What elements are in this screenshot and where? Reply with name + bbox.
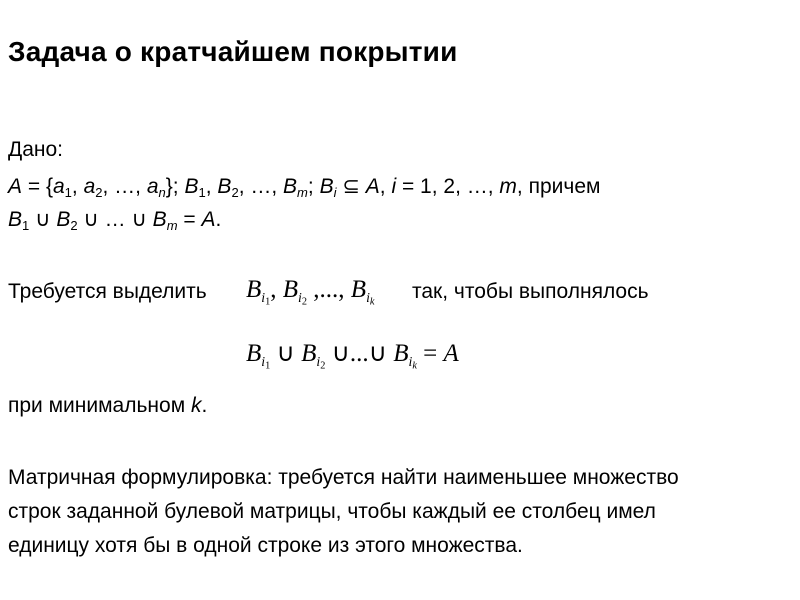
subscript: i	[366, 289, 370, 305]
subscript: m	[297, 184, 308, 200]
requirement-prefix: Требуется выделить	[8, 280, 207, 303]
var-a: a	[83, 175, 96, 198]
text-fragment: =	[177, 208, 202, 231]
requirement-suffix: так, чтобы выполнялось	[412, 280, 649, 303]
text-fragment: };	[165, 175, 185, 198]
var-b: B	[56, 208, 71, 231]
text-fragment: = {	[22, 175, 53, 198]
subscript: m	[166, 217, 178, 233]
subset-symbol: ⊆	[336, 175, 366, 198]
text-fragment: , …,	[102, 175, 147, 198]
subscript: 2	[95, 184, 103, 200]
var-b: B	[217, 175, 232, 198]
minimal-line	[8, 394, 207, 418]
var-k: k	[190, 394, 202, 417]
text-fragment: ,	[71, 175, 84, 198]
subscript: 2	[301, 296, 308, 308]
text-fragment: при минимальном	[8, 394, 191, 417]
text-fragment: ,	[270, 276, 283, 303]
set-a: A	[443, 340, 459, 367]
var-b: B	[301, 340, 317, 367]
set-a: A	[8, 175, 23, 198]
subscript: 1	[64, 184, 72, 200]
subscript: i	[261, 353, 266, 369]
var-a: a	[146, 175, 159, 198]
subscript: 1	[265, 296, 271, 308]
var-b: B	[8, 208, 23, 231]
text-fragment: , …,	[238, 175, 284, 198]
var-b: B	[319, 175, 334, 198]
var-b: B	[246, 276, 262, 303]
union-symbol: ∪	[29, 208, 57, 231]
subscript: 1	[265, 360, 271, 372]
union-symbol: ∪ … ∪	[77, 208, 153, 231]
text-fragment: ,	[379, 175, 392, 198]
given-label: Дано:	[8, 138, 64, 161]
subscript: i	[333, 184, 337, 200]
subscript: k	[412, 360, 417, 372]
text-fragment: .	[215, 208, 222, 231]
var-b: B	[350, 276, 367, 303]
subscript: 1	[22, 217, 30, 233]
subscript: n	[158, 184, 166, 200]
slide-title: Задача о кратчайшем покрытии	[8, 36, 458, 67]
subscript: k	[369, 296, 375, 308]
subscript: 1	[198, 184, 206, 200]
given-line-1	[8, 174, 600, 199]
text-fragment: ;	[307, 175, 320, 198]
var-b: B	[152, 208, 167, 231]
matrix-line-3: единицу хотя бы в одной строке из этого множества.	[8, 534, 523, 557]
union-symbol: ∪	[270, 340, 302, 367]
subscript: 2	[70, 217, 78, 233]
set-a: A	[201, 208, 216, 231]
inline-formula	[246, 276, 375, 308]
equals-symbol: =	[416, 340, 444, 367]
subscript: 2	[320, 360, 326, 372]
subscript: i	[316, 353, 321, 369]
subscript: 2	[231, 184, 239, 200]
var-m: m	[499, 175, 517, 198]
text-fragment: ,...,	[307, 276, 351, 303]
var-b: B	[283, 175, 298, 198]
var-a: a	[52, 175, 65, 198]
text-fragment: , причем	[516, 175, 601, 198]
display-formula	[246, 338, 459, 372]
set-a: A	[365, 175, 380, 198]
text-fragment: ,	[205, 175, 218, 198]
var-b: B	[393, 340, 409, 367]
subscript: i	[298, 289, 302, 305]
matrix-line-1: Матричная формулировка: требуется найти наименьшее множество	[8, 466, 679, 489]
var-b: B	[184, 175, 199, 198]
subscript: i	[408, 353, 413, 369]
text-fragment: .	[201, 394, 208, 417]
var-i: i	[391, 175, 397, 198]
text-fragment: = 1, 2, …,	[396, 175, 500, 198]
union-symbol: ∪...∪	[325, 340, 394, 367]
var-b: B	[282, 276, 299, 303]
matrix-line-2: строк заданной булевой матрицы, чтобы каждый ее столбец имел	[8, 500, 656, 523]
given-line-2	[8, 207, 221, 232]
var-b: B	[246, 340, 262, 367]
subscript: i	[261, 289, 266, 305]
